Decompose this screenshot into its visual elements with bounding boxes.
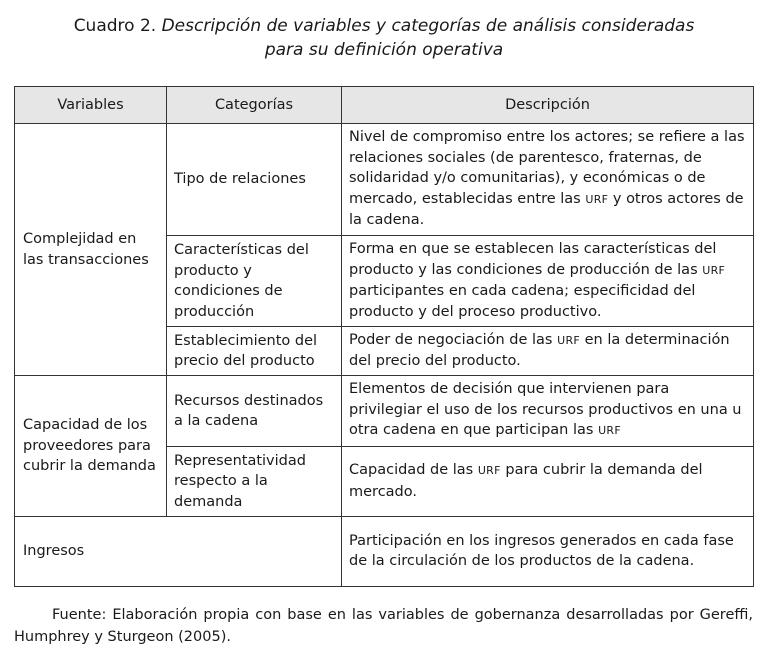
variable-cell: Capacidad de los proveedores para cubrir la demanda <box>15 376 167 517</box>
table-caption <box>0 14 768 62</box>
table-header-row <box>15 87 754 124</box>
description-cell: Nivel de compromiso entre los actores; se refiere a las relaciones sociales (de parentesco, fraternas, de solidaridad y/o comunitarias), y económicas o de mercado, establecidas entre las URF y otros actores de la cadena. <box>342 124 754 236</box>
variable-cell: Ingresos <box>15 517 342 587</box>
description-cell: Poder de negociación de las URF en la determinación del precio del producto. <box>342 327 754 376</box>
category-cell: Tipo de relaciones <box>167 124 342 236</box>
variable-cell: Complejidad en las transacciones <box>15 124 167 376</box>
table-row <box>15 124 754 236</box>
header-descripcion: Descripción <box>342 87 754 124</box>
caption-line-1 <box>0 14 768 38</box>
variables-table <box>14 86 754 587</box>
category-cell: Representatividad respecto a la demanda <box>167 447 342 517</box>
description-cell: Capacidad de las URF para cubrir la demanda del mercado. <box>342 447 754 517</box>
urf-acronym: URF <box>598 424 621 438</box>
header-categorias: Categorías <box>167 87 342 124</box>
caption-title-line-2: para su definición operativa <box>264 40 504 60</box>
urf-acronym: URF <box>702 263 726 277</box>
urf-acronym: URF <box>585 192 609 206</box>
description-cell: Forma en que se establecen las características del producto y las condiciones de producción de las URF participantes en cada cadena; especificidad del producto y del proceso productivo. <box>342 236 754 327</box>
table-row <box>15 376 754 447</box>
caption-title-line-1: Descripción de variables y categorías de análisis consideradas <box>161 16 695 36</box>
header-variables: Variables <box>15 87 167 124</box>
category-cell: Establecimiento del precio del producto <box>167 327 342 376</box>
category-cell: Características del producto y condiciones de producción <box>167 236 342 327</box>
caption-label: Cuadro 2. <box>73 16 157 36</box>
description-cell: Elementos de decisión que intervienen para privilegiar el uso de los recursos productivos en una u otra cadena en que participan las URF <box>342 376 754 447</box>
table-row <box>15 517 754 587</box>
source-note: Fuente: Elaboración propia con base en las variables de gobernanza desarrolladas por Gereffi, Humphrey y Sturgeon (2005). <box>14 607 753 645</box>
urf-acronym: URF <box>557 333 581 347</box>
urf-acronym: URF <box>477 464 501 477</box>
category-cell: Recursos destinados a la cadena <box>167 376 342 447</box>
description-cell: Participación en los ingresos generados en cada fase de la circulación de los productos de la cadena. <box>342 517 754 587</box>
